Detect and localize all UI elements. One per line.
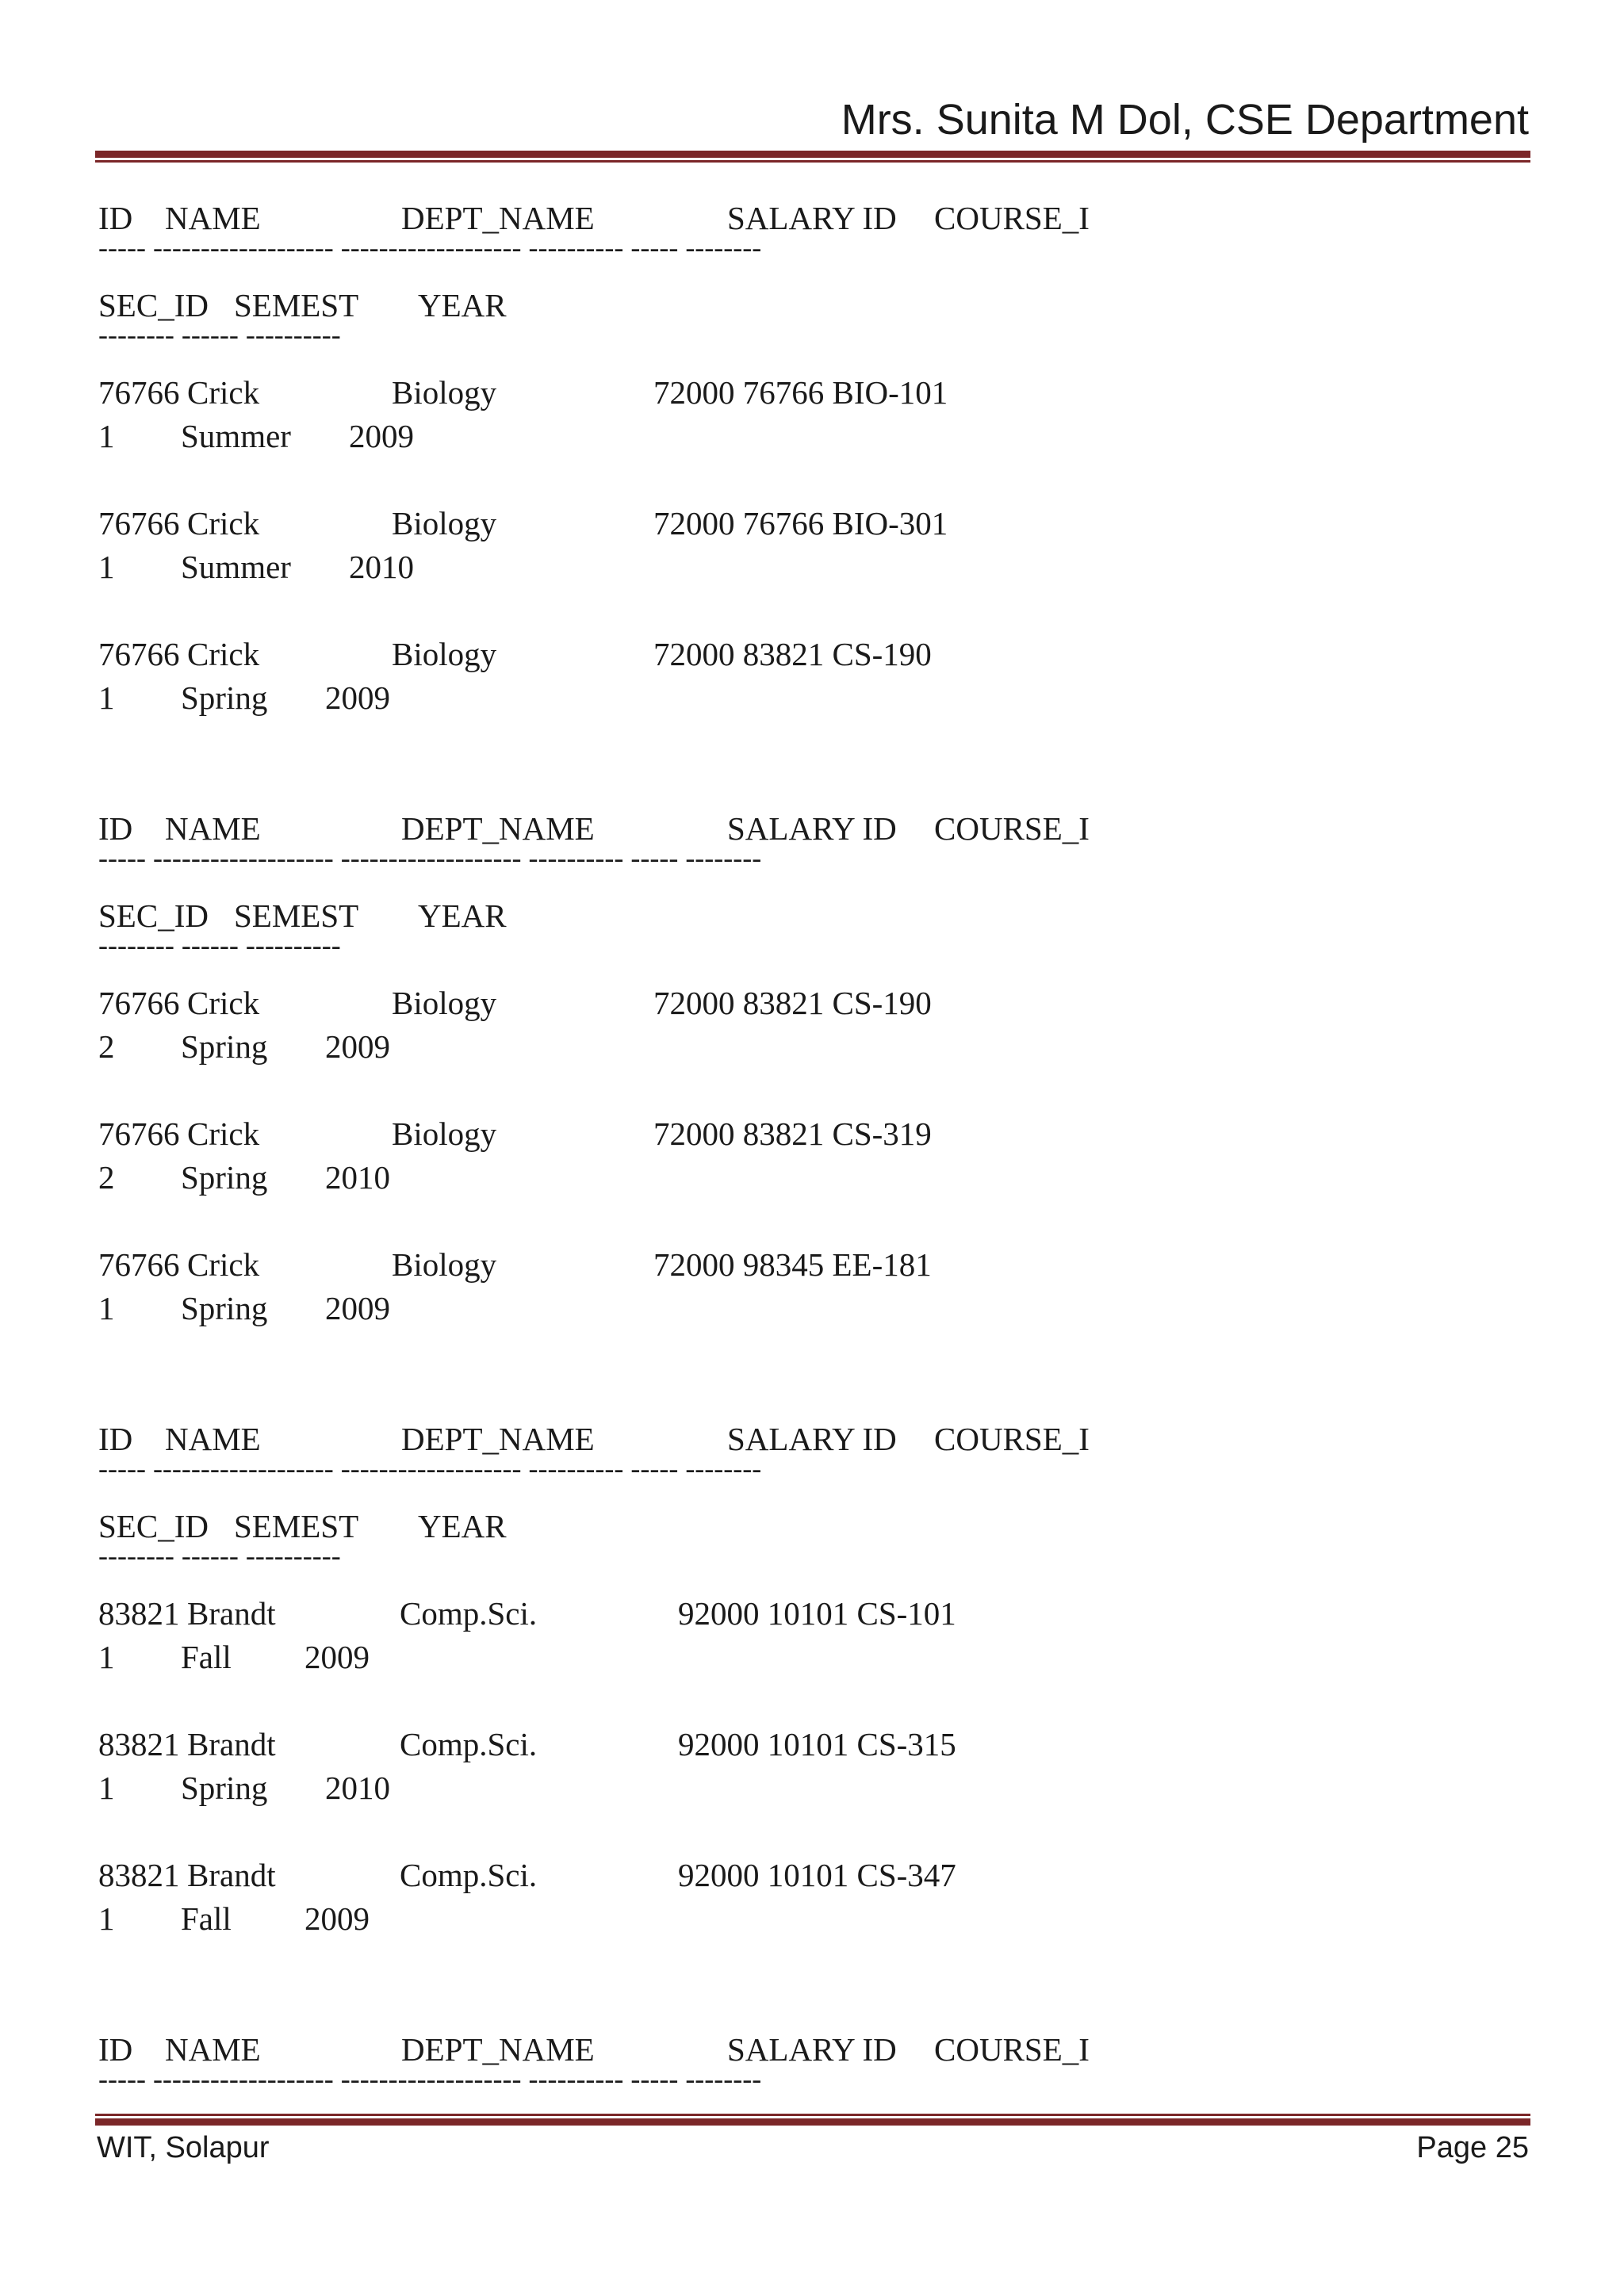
header-year: YEAR: [418, 287, 507, 323]
record-row: 76766 Crick Biology 72000 98345 EE-181: [98, 1246, 932, 1283]
column-header-row: ID NAME DEPT_NAME SALARY ID COURSE_I: [98, 2031, 1090, 2068]
record-row: 76766 Crick Biology 72000 83821 CS-190: [98, 985, 932, 1021]
footer-rule: [95, 2114, 1530, 2126]
record-row: 76766 Crick Biology 72000 76766 BIO-101: [98, 374, 948, 411]
record-row-detail: 1 Fall 2009: [98, 1900, 370, 1937]
header-id: ID: [98, 200, 133, 236]
record-row: 76766 Crick Biology 72000 83821 CS-319: [98, 1115, 932, 1152]
record-row-detail: 2 Spring 2009: [98, 1028, 390, 1065]
record-row: 76766 Crick Biology 72000 83821 CS-190: [98, 636, 932, 672]
dash-separator-2: -------- ------ ----------: [98, 1540, 341, 1571]
column-header-row-2: SEC_ID SEMEST YEAR: [98, 897, 507, 934]
header-dept-name: DEPT_NAME: [401, 200, 595, 236]
dash-separator: ----- ------------------- ------------------- ---------- ----- --------: [98, 842, 762, 874]
column-header-row: ID NAME DEPT_NAME SALARY ID COURSE_I: [98, 810, 1090, 847]
header-rule: [95, 151, 1530, 163]
header-semester: SEMEST: [234, 287, 359, 323]
record-row-detail: 1 Spring 2009: [98, 1290, 390, 1326]
record-row-detail: 1 Fall 2009: [98, 1639, 370, 1675]
query-output: [98, 197, 1526, 2115]
column-header-row-2: SEC_ID SEMEST YEAR: [98, 1508, 507, 1544]
dash-separator-2: -------- ------ ----------: [98, 319, 341, 350]
page-number: Page 25: [1416, 2131, 1529, 2164]
record-row: 83821 Brandt Comp.Sci. 92000 10101 CS-315: [98, 1726, 956, 1762]
record-row: 83821 Brandt Comp.Sci. 92000 10101 CS-101: [98, 1595, 956, 1632]
record-row-detail: 1 Spring 2010: [98, 1770, 390, 1806]
record-row: 76766 Crick Biology 72000 76766 BIO-301: [98, 505, 948, 541]
page-header-title: Mrs. Sunita M Dol, CSE Department: [841, 96, 1529, 144]
record-row-detail: 1 Summer 2010: [98, 549, 414, 585]
record-row: 83821 Brandt Comp.Sci. 92000 10101 CS-347: [98, 1857, 956, 1893]
record-row-detail: 1 Spring 2009: [98, 679, 390, 716]
header-salary-id: SALARY ID: [727, 200, 897, 236]
dash-separator: ----- ------------------- ------------------- ---------- ----- --------: [98, 2063, 762, 2095]
header-name: NAME: [165, 200, 261, 236]
dash-separator: ----- ------------------- ------------------- ---------- ----- --------: [98, 1452, 762, 1484]
record-row-detail: 1 Summer 2009: [98, 418, 414, 454]
header-sec-id: SEC_ID: [98, 287, 209, 323]
footer-institution: WIT, Solapur: [97, 2131, 270, 2164]
record-row-detail: 2 Spring 2010: [98, 1159, 390, 1196]
dash-separator: ----- ------------------- ------------------- ---------- ----- --------: [98, 232, 762, 263]
dash-separator-2: -------- ------ ----------: [98, 929, 341, 961]
column-header-row: ID NAME DEPT_NAME SALARY ID COURSE_I: [98, 1421, 1090, 1457]
header-course-id: COURSE_I: [934, 200, 1090, 236]
